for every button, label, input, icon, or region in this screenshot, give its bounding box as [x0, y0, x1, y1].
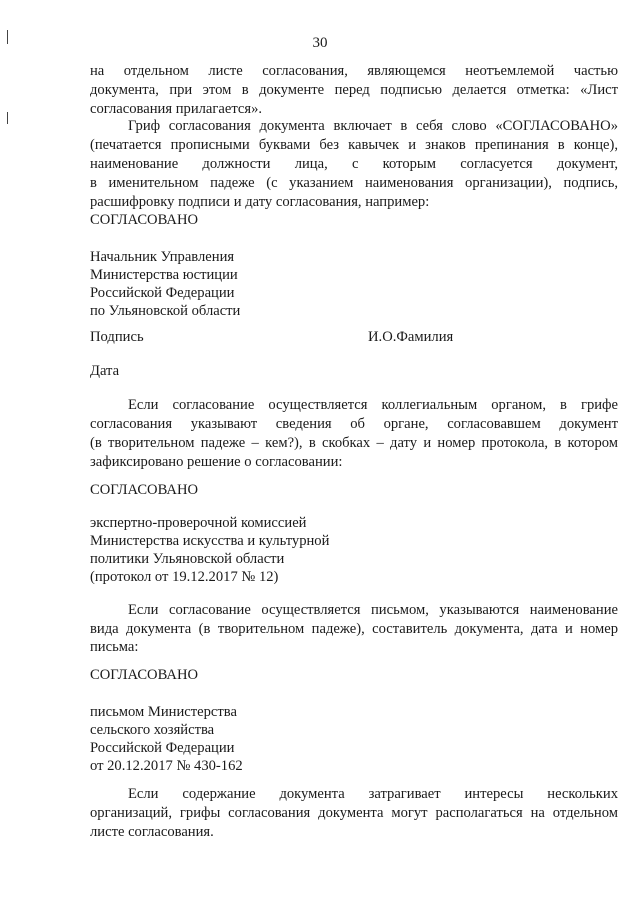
text-line: листе согласования. [90, 824, 214, 840]
page-number: 30 [312, 35, 328, 51]
text-line: наименование должности лица, с которым согласуется документ, [90, 156, 618, 172]
text-line: письма: [90, 639, 139, 655]
approver-line: по Ульяновской области [90, 303, 241, 319]
approver-line: политики Ульяновской области [90, 551, 285, 567]
text-line: Гриф согласования документа включает в себя слово «СОГЛАСОВАНО» [128, 118, 618, 134]
text-line: в именительном падеже (с указанием наименования организации), подпись, [90, 175, 618, 191]
approval-heading: СОГЛАСОВАНО [90, 667, 199, 683]
approver-line: Начальник Управления [90, 249, 235, 265]
approval-heading: СОГЛАСОВАНО [90, 212, 199, 228]
approver-line: от 20.12.2017 № 430-162 [90, 758, 243, 774]
text-line: (в творительном падеже – кем?), в скобках – дату и номер протокола, в котором [90, 435, 618, 451]
text-line: документа, при этом в документе перед подписью делается отметка: «Лист [90, 82, 618, 98]
text-line: согласования прилагается». [90, 101, 263, 117]
approver-line: Российской Федерации [90, 740, 235, 756]
text-line: на отдельном листе согласования, являющемся неотъемлемой частью [90, 63, 618, 79]
text-line: расшифровку подписи и дату согласования, например: [90, 194, 430, 210]
text-line: Если согласование осуществляется коллегиальным органом, в грифе [128, 397, 618, 413]
approver-line: Российской Федерации [90, 285, 235, 301]
approver-line: Министерства юстиции [90, 267, 238, 283]
text-line: согласования указывают сведения об органе, согласовавшем документ [90, 416, 618, 432]
text-line: организаций, грифы согласования документа могут располагаться на отдельном [90, 805, 618, 821]
approver-line: (протокол от 19.12.2017 № 12) [90, 569, 279, 585]
date-label: Дата [90, 363, 120, 379]
approver-line: Министерства искусства и культурной [90, 533, 330, 549]
approver-line: сельского хозяйства [90, 722, 215, 738]
text-line: Если согласование осуществляется письмом, указываются наименование [128, 602, 618, 618]
text-line: вида документа (в творительном падеже), составитель документа, дата и номер [90, 621, 618, 637]
text-line: зафиксировано решение о согласовании: [90, 454, 343, 470]
approval-heading: СОГЛАСОВАНО [90, 482, 199, 498]
text-line: Если содержание документа затрагивает интересы нескольких [128, 786, 618, 802]
signature-name: И.О.Фамилия [368, 329, 454, 345]
approver-line: письмом Министерства [90, 704, 237, 720]
signature-label: Подпись [90, 329, 144, 345]
scan-edge-mark [7, 112, 8, 124]
text-line: (печатается прописными буквами без кавычек и знаков препинания в конце), [90, 137, 618, 153]
approver-line: экспертно-проверочной комиссией [90, 515, 307, 531]
